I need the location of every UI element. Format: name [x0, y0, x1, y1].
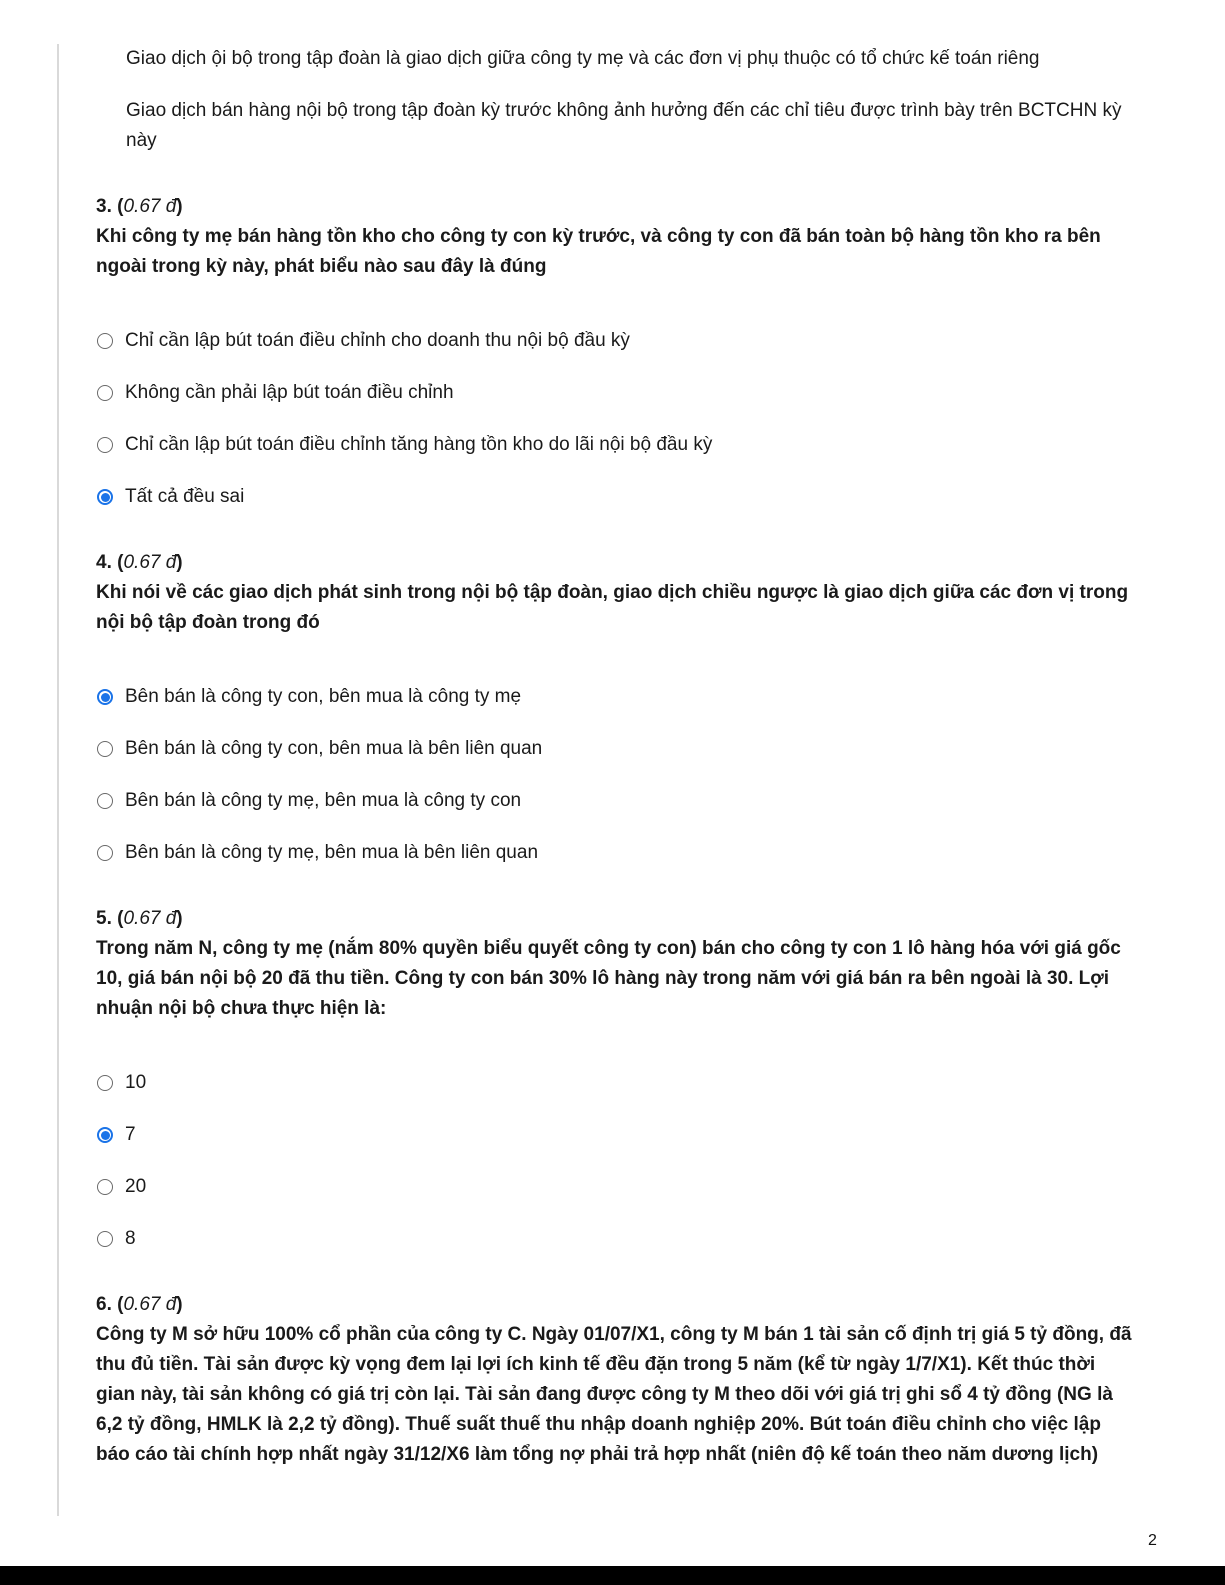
radio-unchecked-icon[interactable]: [97, 1075, 113, 1091]
answer-option[interactable]: [96, 838, 1136, 868]
answer-option[interactable]: [96, 1068, 1136, 1098]
answer-option[interactable]: [96, 1172, 1136, 1202]
radio-checked-icon[interactable]: [97, 689, 113, 705]
previous-question-option-text: Giao dịch ội bộ trong tập đoàn là giao dịch giữa công ty mẹ và các đơn vị phụ thuộc có tổ chức kế toán riêng: [126, 48, 1040, 69]
question-header: 5. (0.67 đ): [96, 908, 183, 929]
previous-question-option-text: Giao dịch bán hàng nội bộ trong tập đoàn kỳ trước không ảnh hưởng đến các chỉ tiêu được trình bày trên BCTCHN kỳ này: [126, 100, 1122, 151]
answer-label: Tất cả đều sai: [125, 486, 245, 507]
question-points: 0.67 đ: [123, 908, 177, 929]
radio-checked-icon[interactable]: [97, 1127, 113, 1143]
answer-option[interactable]: [96, 326, 1136, 356]
answer-label: Chỉ cần lập bút toán điều chỉnh cho doanh thu nội bộ đầu kỳ: [125, 330, 630, 351]
question-number: 6.: [96, 1294, 112, 1315]
radio-unchecked-icon[interactable]: [97, 741, 113, 757]
page-number: 2: [1148, 1532, 1157, 1549]
answer-label: Không cần phải lập bút toán điều chỉnh: [125, 382, 454, 403]
answer-label: Chỉ cần lập bút toán điều chỉnh tăng hàng tồn kho do lãi nội bộ đầu kỳ: [125, 434, 713, 455]
answer-label: Bên bán là công ty mẹ, bên mua là bên liên quan: [125, 842, 539, 863]
question-6: [96, 1290, 1136, 1470]
question-points: 0.67 đ: [123, 552, 177, 573]
answer-label: 20: [125, 1176, 147, 1197]
answer-label: 8: [125, 1228, 136, 1249]
radio-unchecked-icon[interactable]: [97, 437, 113, 453]
question-text: Trong năm N, công ty mẹ (nắm 80% quyền biểu quyết công ty con) bán cho công ty con 1 lô hàng hóa với giá gốc 10, giá bán nội bộ 20 đã thu tiền. Công ty con bán 30% lô hàng này trong năm với giá bán ra bên ngoài là 30. Lợi nhuận nội bộ chưa thực hiện là:: [96, 938, 1121, 1019]
answer-option[interactable]: [96, 1224, 1136, 1254]
radio-unchecked-icon[interactable]: [97, 385, 113, 401]
answer-option-selected[interactable]: [96, 482, 1136, 512]
answer-label: Bên bán là công ty mẹ, bên mua là công ty con: [125, 790, 522, 811]
radio-unchecked-icon[interactable]: [97, 1179, 113, 1195]
answer-option[interactable]: [96, 378, 1136, 408]
question-points: 0.67 đ: [123, 196, 177, 217]
answer-option-selected[interactable]: [96, 682, 1136, 712]
answer-label: 7: [125, 1124, 136, 1145]
bottom-border-bar: [0, 1566, 1225, 1585]
radio-unchecked-icon[interactable]: [97, 333, 113, 349]
quiz-content: [96, 44, 1136, 1514]
question-text: Công ty M sở hữu 100% cổ phần của công ty C. Ngày 01/07/X1, công ty M bán 1 tài sản cố định trị giá 5 tỷ đồng, đã thu đủ tiền. Tài sản được kỳ vọng đem lại lợi ích kinh tế đều đặn trong 5 năm (kể từ ngày 1/7/X1). Kết thúc thời gian này, tài sản không có giá trị còn lại. Tài sản đang được công ty M theo dõi với giá trị ghi sổ 4 tỷ đồng (NG là 6,2 tỷ đồng, HMLK là 2,2 tỷ đồng). Thuế suất thuế thu nhập doanh nghiệp 20%. Bút toán điều chỉnh cho việc lập báo cáo tài chính hợp nhất ngày 31/12/X6 làm tổng nợ phải trả hợp nhất (niên độ kế toán theo năm dương lịch): [96, 1324, 1132, 1465]
answer-label: 10: [125, 1072, 147, 1093]
answer-label: Bên bán là công ty con, bên mua là công ty mẹ: [125, 686, 522, 707]
question-text: Khi công ty mẹ bán hàng tồn kho cho công ty con kỳ trước, và công ty con đã bán toàn bộ hàng tồn kho ra bên ngoài trong kỳ này, phát biểu nào sau đây là đúng: [96, 226, 1101, 277]
question-5: [96, 904, 1136, 1254]
question-header: 4. (0.67 đ): [96, 552, 183, 573]
question-header: 3. (0.67 đ): [96, 196, 183, 217]
question-3: [96, 192, 1136, 512]
radio-unchecked-icon[interactable]: [97, 1231, 113, 1247]
radio-unchecked-icon[interactable]: [97, 793, 113, 809]
answer-option[interactable]: [96, 786, 1136, 816]
question-number: 5.: [96, 908, 112, 929]
answer-label: Bên bán là công ty con, bên mua là bên liên quan: [125, 738, 543, 759]
radio-checked-icon[interactable]: [97, 489, 113, 505]
left-margin-rule: [57, 44, 59, 1516]
answer-option-selected[interactable]: [96, 1120, 1136, 1150]
answer-option[interactable]: [96, 734, 1136, 764]
question-points: 0.67 đ: [123, 1294, 177, 1315]
question-4: [96, 548, 1136, 868]
question-number: 3.: [96, 196, 112, 217]
question-text: Khi nói về các giao dịch phát sinh trong nội bộ tập đoàn, giao dịch chiều ngược là giao dịch giữa các đơn vị trong nội bộ tập đoàn trong đó: [96, 582, 1129, 633]
answer-option[interactable]: [96, 430, 1136, 460]
question-header: 6. (0.67 đ): [96, 1294, 183, 1315]
radio-unchecked-icon[interactable]: [97, 845, 113, 861]
question-number: 4.: [96, 552, 112, 573]
